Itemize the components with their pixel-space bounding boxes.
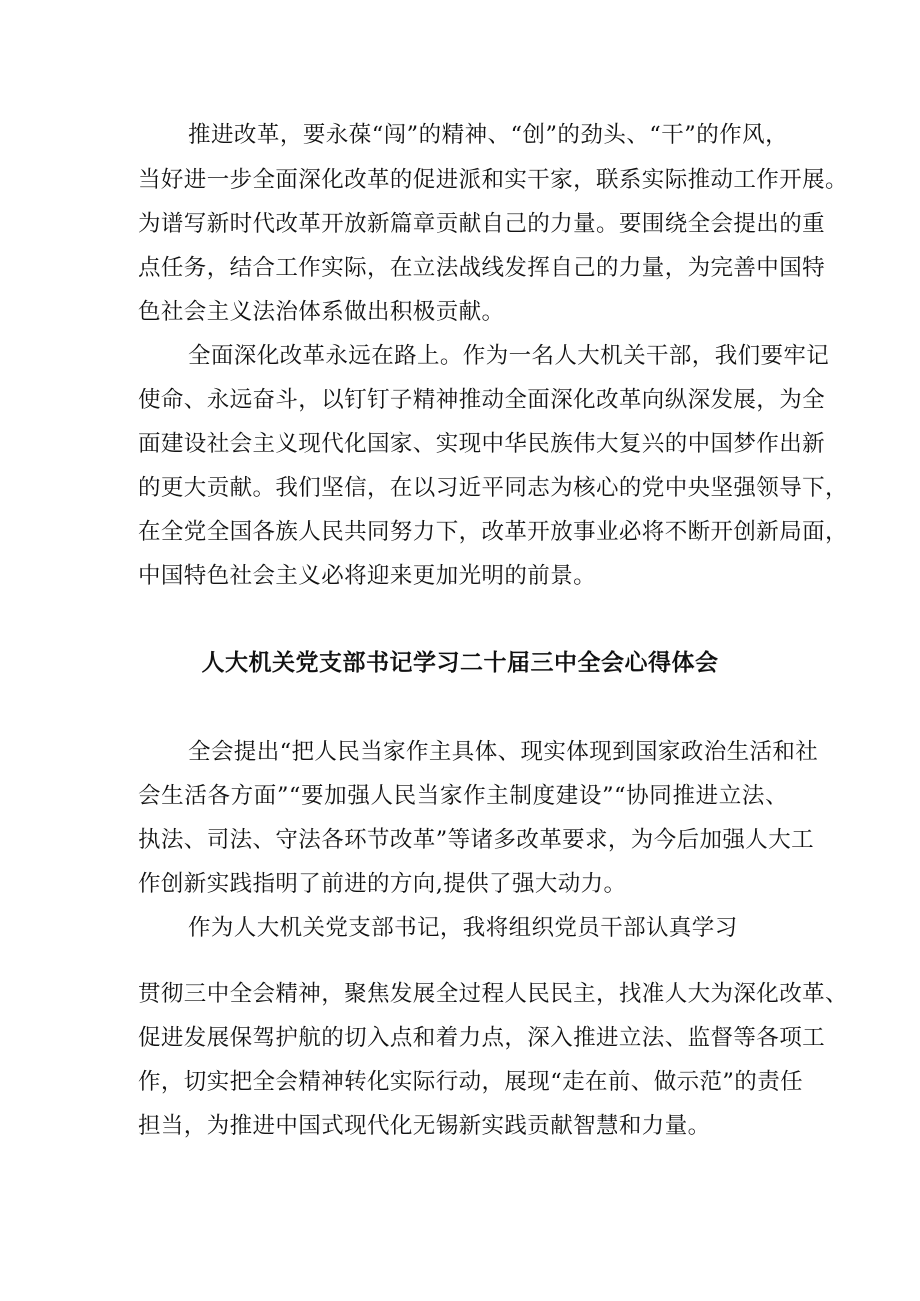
paragraph-line: 当好进一步全面深化改革的促进派和实干家，联系实际推动工作开展。: [138, 167, 848, 193]
paragraph-line: 面建设社会主义现代化国家、实现中华民族伟大复兴的中国梦作出新: [138, 431, 826, 457]
paragraph-line: 作为人大机关党支部书记，我将组织党员干部认真学习: [188, 915, 738, 941]
paragraph-line: 中国特色社会主义必将迎来更加光明的前景。: [138, 563, 597, 589]
paragraph-line: 为谱写新时代改革开放新篇章贡献自己的力量。要围绕全会提出的重: [138, 211, 826, 237]
paragraph-line: 担当，为推进中国式现代化无锡新实践贡献智慧和力量。: [138, 1113, 711, 1139]
paragraph-line: 的更大贡献。我们坚信，在以习近平同志为核心的党中央坚强领导下，: [138, 475, 848, 501]
paragraph-line: 贯彻三中全会精神，聚焦发展全过程人民民主，找准人大为深化改革、: [138, 981, 848, 1007]
paragraph-line: 全会提出“把人民当家作主具体、现实体现到国家政治生活和社: [188, 739, 819, 765]
paragraph-line: 点任务，结合工作实际，在立法战线发挥自己的力量，为完善中国特: [138, 255, 826, 281]
paragraph-line: 色社会主义法治体系做出积极贡献。: [138, 299, 505, 325]
paragraph-line: 作，切实把全会精神转化实际行动，展现“走在前、做示范”的责任: [138, 1069, 804, 1095]
paragraph-line: 执法、司法、守法各环节改革”等诸多改革要求，为今后加强人大工: [138, 827, 815, 853]
paragraph-line: 促进发展保驾护航的切入点和着力点，深入推进立法、监督等各项工: [138, 1025, 826, 1051]
paragraph-line: 在全党全国各族人民共同努力下，改革开放事业必将不断开创新局面，: [138, 519, 848, 545]
section-title: 人大机关党支部书记学习二十届三中全会心得体会: [201, 649, 719, 676]
paragraph-line: 推进改革，要永葆“闯”的精神、“创”的劲头、“干”的作风，: [188, 122, 788, 148]
paragraph-line: 作创新实践指明了前进的方向,提供了强大动力。: [138, 871, 627, 897]
paragraph-line: 会生活各方面”“要加强人民当家作主制度建设”“协同推进立法、: [138, 783, 788, 809]
paragraph-line: 全面深化改革永远在路上。作为一名人大机关干部，我们要牢记: [188, 343, 830, 369]
paragraph-line: 使命、永远奋斗，以钉钉子精神推动全面深化改革向纵深发展，为全: [138, 387, 826, 413]
